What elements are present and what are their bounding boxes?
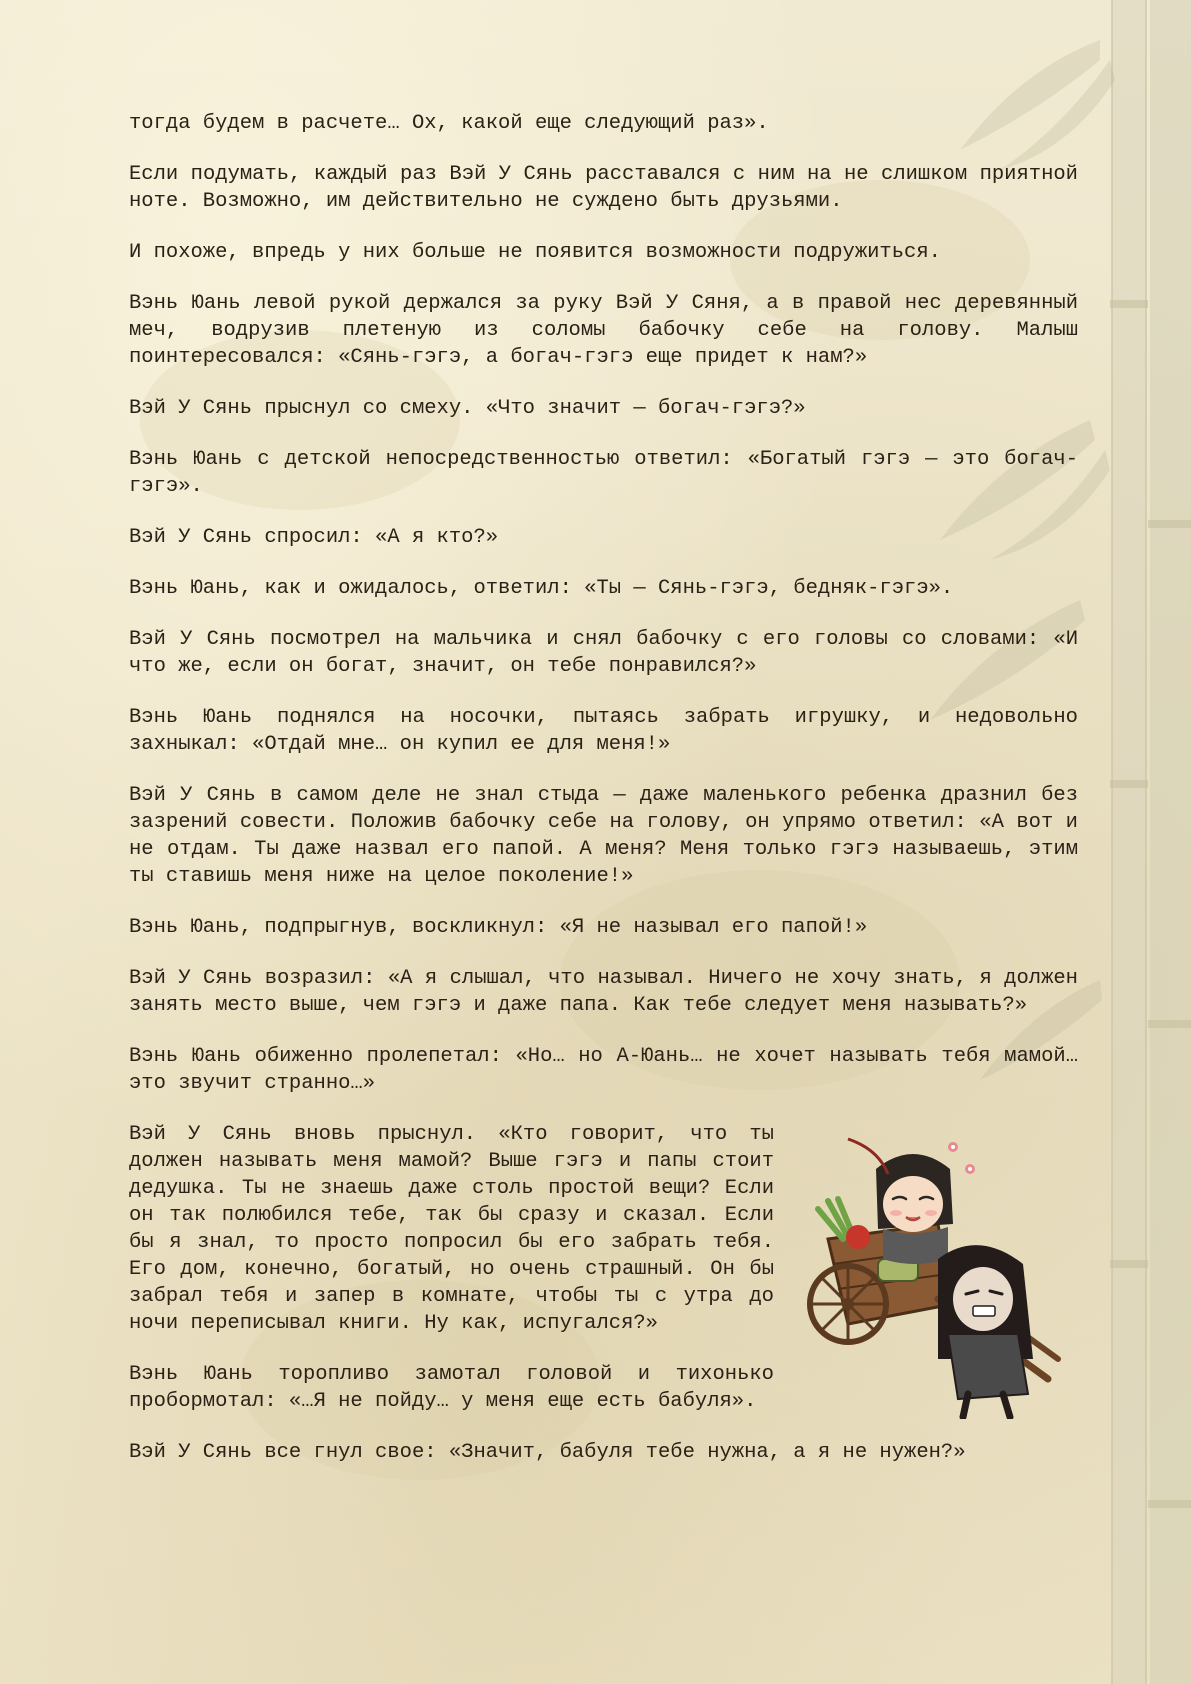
paragraph-1: тогда будем в расчете… Ох, какой еще следующий раз». — [129, 112, 769, 135]
paragraph-17: Вэй У Сянь все гнул свое: «Значит, бабуля тебе нужна, а я не нужен?» — [129, 1441, 966, 1464]
paragraph-3: И похоже, впредь у них больше не появится возможности подружиться. — [129, 241, 941, 264]
paragraph-11: Вэй У Сянь в самом деле не знал стыда — даже маленького ребенка дразнил без зазрений совести. Положив бабочку себе на голову, он упрямо ответил: «А вот и не отдам. Ты даже назвал его папой. А меня? Меня только гэгэ называешь, этим ты ставишь меня ниже на целое поколение!» — [129, 784, 1078, 888]
paragraph-2: Если подумать, каждый раз Вэй У Сянь расставался с ним на не слишком приятной ноте. Возможно, им действительно не суждено быть друзьями. — [129, 163, 1078, 213]
paragraph-12: Вэнь Юань, подпрыгнув, воскликнул: «Я не называл его папой!» — [129, 916, 868, 939]
paragraph-9: Вэй У Сянь посмотрел на мальчика и снял бабочку с его головы со словами: «И что же, если он богат, значит, он тебе понравился?» — [129, 628, 1078, 678]
paragraph-8: Вэнь Юань, как и ожидалось, ответил: «Ты — Сянь-гэгэ, бедняк-гэгэ». — [129, 577, 954, 600]
paragraph-16: Вэнь Юань торопливо замотал головой и тихонько пробормотал: «…Я не пойду… у меня еще есть бабуля». — [129, 1363, 774, 1413]
man-figure-icon — [938, 1245, 1033, 1417]
chibi-cart-illustration — [788, 1129, 1078, 1419]
blossom-icon — [948, 1142, 975, 1174]
document-text — [129, 110, 1078, 1490]
paragraph-4: Вэнь Юань левой рукой держался за руку Вэй У Сяня, а в правой нес деревянный меч, водрузив плетеную из соломы бабочку себе на голову. Малыш поинтересовался: «Сянь-гэгэ, а богач-гэгэ еще придет к нам?» — [129, 292, 1078, 369]
paragraph-5: Вэй У Сянь прыснул со смеху. «Что значит — богач-гэгэ?» — [129, 397, 806, 420]
paragraph-10: Вэнь Юань поднялся на носочки, пытаясь забрать игрушку, и недовольно захныкал: «Отдай мне… он купил ее для меня!» — [129, 706, 1078, 756]
paragraph-13: Вэй У Сянь возразил: «А я слышал, что называл. Ничего не хочу знать, я должен занять место выше, чем гэгэ и даже папа. Как тебе следует меня называть?» — [129, 967, 1078, 1017]
paragraph-15: Вэй У Сянь вновь прыснул. «Кто говорит, что ты должен называть меня мамой? Выше гэгэ и папы стоит дедушка. Ты не знаешь даже столь простой вещи? Если он так полюбился тебе, так бы сразу и сказал. Если бы я знал, то просто попросил бы его забрать тебя. Его дом, конечно, богатый, но очень страшный. Он бы забрал тебя и запер в комнате, чтобы ты с утра до ночи переписывал книги. Ну как, испугался?» — [129, 1123, 774, 1335]
paragraph-7: Вэй У Сянь спросил: «А я кто?» — [129, 526, 499, 549]
paragraph-6: Вэнь Юань с детской непосредственностью ответил: «Богатый гэгэ — это богач-гэгэ». — [129, 448, 1078, 498]
paragraph-14: Вэнь Юань обиженно пролепетал: «Но… но А-Юань… не хочет называть тебя мамой… это звучит странно…» — [129, 1045, 1078, 1095]
